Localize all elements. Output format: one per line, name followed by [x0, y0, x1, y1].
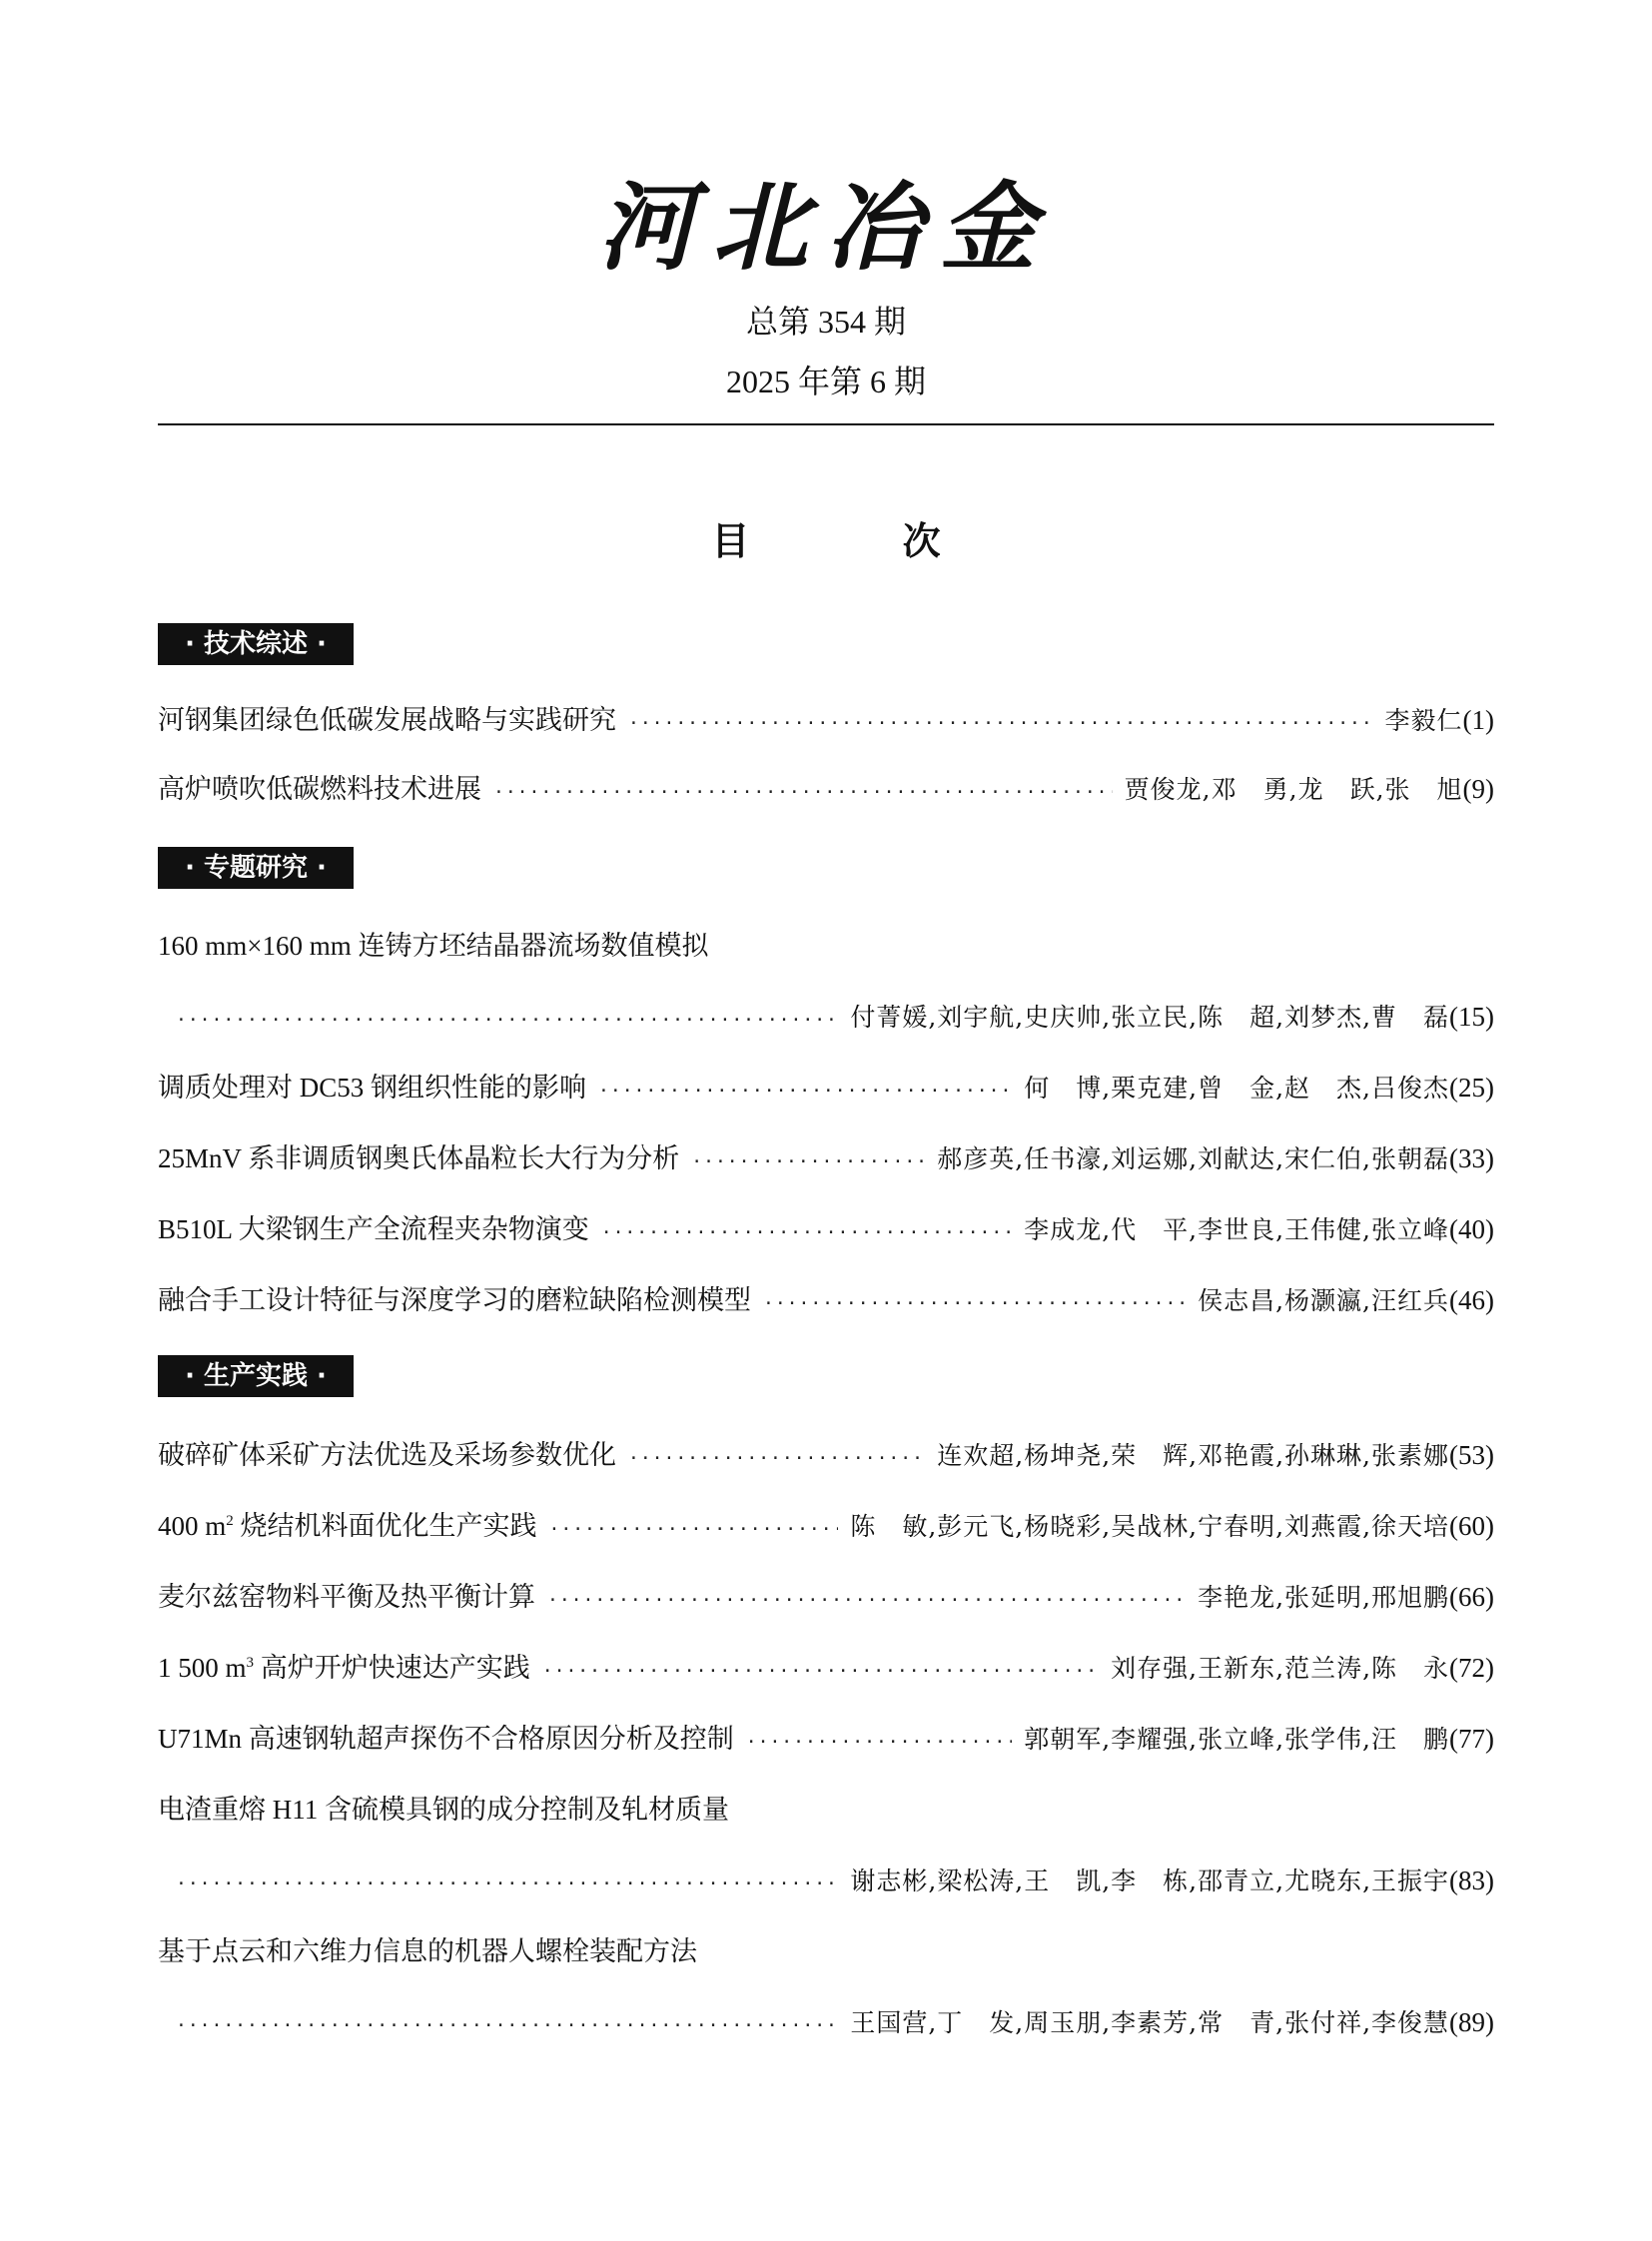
toc-entry[interactable]	[158, 1506, 1494, 1546]
toc-entry[interactable]	[158, 769, 1494, 809]
article-page: (72)	[1449, 1653, 1494, 1683]
article-title[interactable]: 基于点云和六维力信息的机器人螺栓装配方法	[158, 1936, 697, 1966]
toc-entry-continuation	[176, 997, 1494, 1037]
article-page: (89)	[1449, 2007, 1494, 2037]
article-page: (40)	[1449, 1214, 1494, 1244]
leader-dots	[601, 1213, 1012, 1253]
toc-entry[interactable]	[158, 1068, 1494, 1108]
title-text: 高炉开炉快速达产实践	[254, 1653, 530, 1683]
leader-dots	[598, 1072, 1012, 1112]
total-issue-number: 总第 354 期	[745, 304, 906, 340]
article-page: (83)	[1449, 1866, 1494, 1895]
leader-dots	[547, 1581, 1186, 1621]
article-page: (33)	[1449, 1143, 1494, 1173]
article-title[interactable]: 25MnV 系非调质钢奥氏体晶粒长大行为分析	[158, 1143, 680, 1173]
article-page: (25)	[1449, 1073, 1494, 1103]
toc-entry[interactable]	[158, 700, 1494, 740]
article-authors: 付菁媛,刘宇航,史庆帅,张立民,陈 超,刘梦杰,曹 磊	[850, 1003, 1450, 1032]
article-authors: 李艳龙,张延明,邢旭鹏	[1198, 1583, 1450, 1612]
article-authors: 贾俊龙,邓 勇,龙 跃,张 旭	[1124, 775, 1463, 804]
section-label-research: · 专题研究 ·	[158, 847, 354, 889]
leader-dots	[763, 1284, 1186, 1324]
article-title[interactable]: 融合手工设计特征与深度学习的磨粒缺陷检测模型	[158, 1285, 751, 1315]
section-label-review: · 技术综述 ·	[158, 623, 354, 665]
article-title[interactable]: B510L 大梁钢生产全流程夹杂物演变	[158, 1214, 589, 1244]
toc-entry[interactable]	[158, 1931, 1494, 1971]
article-title[interactable]	[158, 1648, 530, 1688]
article-title[interactable]: 调质处理对 DC53 钢组织性能的影响	[158, 1073, 587, 1103]
leader-dots	[493, 773, 1113, 813]
article-page: (77)	[1449, 1724, 1494, 1754]
article-title[interactable]: 电渣重熔 H11 含硫模具钢的成分控制及轧材质量	[158, 1795, 729, 1825]
leader-dots	[628, 1439, 925, 1479]
article-authors: 陈 敏,彭元飞,杨晓彩,吴战林,宁春明,刘燕霞,徐天培	[850, 1512, 1450, 1541]
toc-entry[interactable]	[158, 1435, 1494, 1475]
leader-dots	[549, 1510, 839, 1550]
toc-entry[interactable]	[158, 1209, 1494, 1249]
superscript: 2	[226, 1513, 234, 1529]
toc-entry[interactable]	[158, 926, 1494, 966]
leader-dots	[176, 1001, 838, 1041]
article-authors: 何 博,栗克建,曾 金,赵 杰,吕俊杰	[1024, 1074, 1450, 1103]
article-page: (1)	[1462, 705, 1494, 735]
header-divider	[158, 423, 1494, 425]
toc-entry[interactable]	[158, 1138, 1494, 1178]
article-page: (66)	[1449, 1582, 1494, 1612]
journal-title: 河北冶金	[598, 171, 1054, 284]
leader-dots	[691, 1142, 925, 1182]
toc-entry[interactable]	[158, 1648, 1494, 1688]
leader-dots	[628, 704, 1373, 744]
article-title[interactable]	[158, 1506, 537, 1546]
title-text: 烧结机料面优化生产实践	[233, 1511, 537, 1541]
superscript: 3	[246, 1655, 255, 1671]
article-authors: 郭朝军,李耀强,张立峰,张学伟,汪 鹏	[1024, 1725, 1450, 1754]
toc-entry[interactable]	[158, 1280, 1494, 1320]
title-text: 400 m	[158, 1511, 227, 1541]
article-authors: 连欢超,杨坤尧,荣 辉,邓艳霞,孙琳琳,张素娜	[937, 1441, 1450, 1470]
leader-dots	[746, 1723, 1012, 1763]
toc-entry[interactable]	[158, 1577, 1494, 1617]
toc-entry[interactable]	[158, 1790, 1494, 1830]
toc-entry[interactable]	[158, 1719, 1494, 1759]
article-authors: 李成龙,代 平,李世良,王伟健,张立峰	[1024, 1215, 1450, 1244]
article-authors: 谢志彬,梁松涛,王 凯,李 栋,邵青立,尤晓东,王振宇	[850, 1867, 1450, 1895]
article-title[interactable]: U71Mn 高速钢轨超声探伤不合格原因分析及控制	[158, 1724, 734, 1754]
article-page: (9)	[1462, 774, 1494, 804]
article-page: (60)	[1449, 1511, 1494, 1541]
article-authors: 刘存强,王新东,范兰涛,陈 永	[1111, 1654, 1450, 1683]
toc-entry-continuation	[176, 2002, 1494, 2042]
section-label-practice: · 生产实践 ·	[158, 1355, 354, 1397]
article-page: (46)	[1449, 1285, 1494, 1315]
article-title[interactable]: 高炉喷吹低碳燃料技术进展	[158, 774, 481, 804]
article-authors: 侯志昌,杨灏瀛,汪红兵	[1198, 1286, 1450, 1315]
article-title[interactable]: 160 mm×160 mm 连铸方坯结晶器流场数值模拟	[158, 931, 709, 961]
leader-dots	[542, 1652, 1099, 1692]
article-title[interactable]: 破碎矿体采矿方法优选及采场参数优化	[158, 1440, 616, 1470]
toc-title: 目 次	[711, 519, 1011, 563]
article-page: (15)	[1449, 1002, 1494, 1032]
article-page: (53)	[1449, 1440, 1494, 1470]
article-authors: 王国营,丁 发,周玉朋,李素芳,常 青,张付祥,李俊慧	[850, 2008, 1450, 2037]
article-authors: 李毅仁	[1384, 706, 1463, 735]
title-text: 1 500 m	[158, 1653, 247, 1683]
leader-dots	[176, 2006, 838, 2046]
article-title[interactable]: 麦尔兹窑物料平衡及热平衡计算	[158, 1582, 535, 1612]
leader-dots	[176, 1865, 838, 1904]
article-authors: 郝彦英,任书濠,刘运娜,刘献达,宋仁伯,张朝磊	[937, 1144, 1450, 1173]
toc-entry-continuation	[176, 1861, 1494, 1900]
year-issue-number: 2025 年第 6 期	[725, 364, 926, 399]
article-title[interactable]: 河钢集团绿色低碳发展战略与实践研究	[158, 705, 616, 735]
